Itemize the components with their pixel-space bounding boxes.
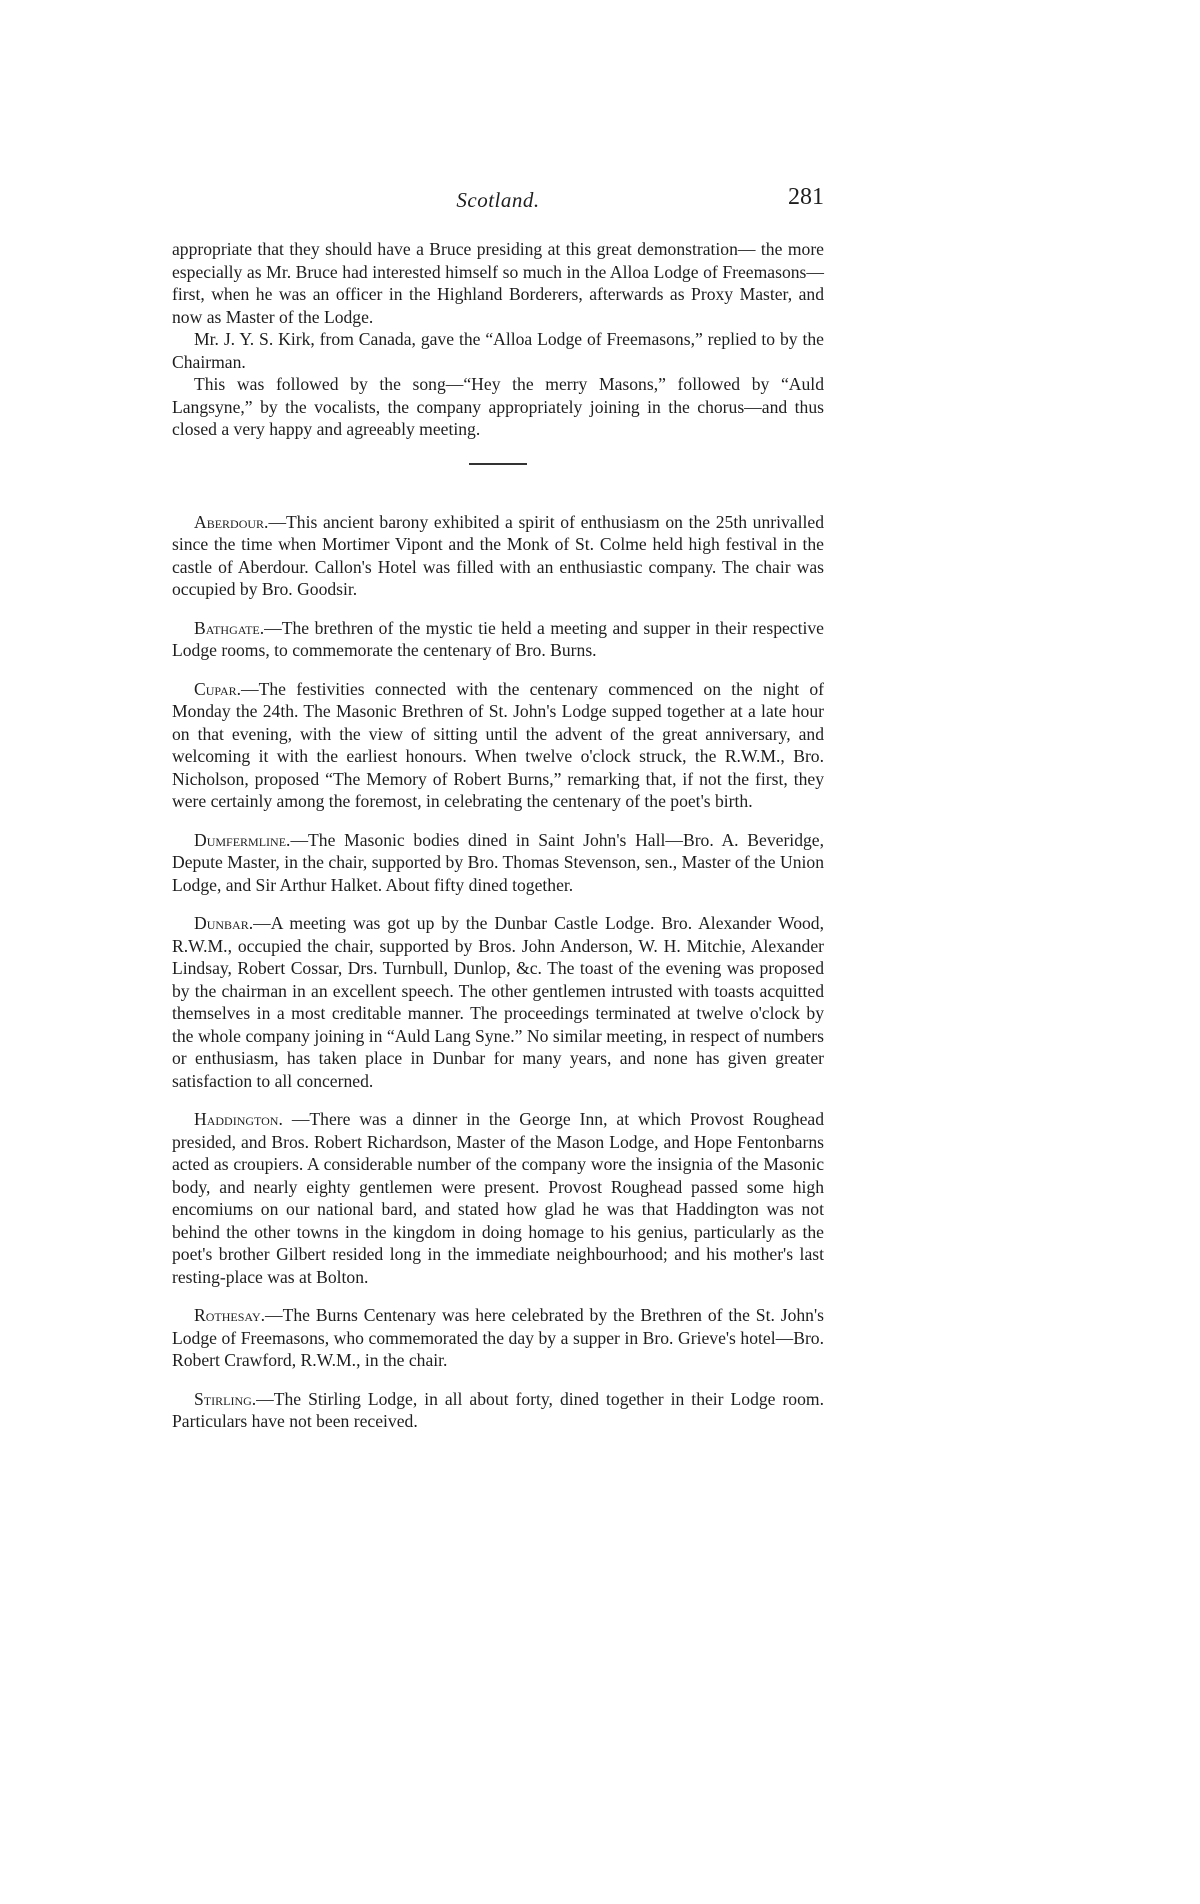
entry-text: —The festivities connected with the centenary commenced on the night of Monday the 24th. The Masonic Brethren of St. John's Lodge supped together at a late hour on that evening, with the view of sitting until the advent of the great anniversary, and welcoming it with the earliest honours. When twelve o'clock struck, the R.W.M., Bro. Nicholson, proposed “The Memory of Robert Burns,” remarking that, if not the first, they were certainly among the foremost, in celebrating the centenary of the poet's birth. [172,678,824,811]
place-name: Dunbar. [194,913,254,933]
entry-text: —The Stirling Lodge, in all about forty, dined together in their Lodge room. Particulars have not been received. [172,1388,824,1431]
section-divider [469,463,527,465]
place-name: Rothesay. [194,1305,266,1325]
entry-text: —This ancient barony exhibited a spirit of enthusiasm on the 25th unrivalled since the time when Mortimer Vipont and the Monk of St. Colme held high festival in the castle of Aberdour. Callon's Hotel was filled with an enthusiastic company. The chair was occupied by Bro. Goodsir. [172,511,824,599]
place-name: Cupar. [194,678,242,699]
entry-aberdour [172,511,824,601]
place-name: Bathgate. [194,617,265,638]
entry-text: —The Burns Centenary was here celebrated by the Brethren of the St. John's Lodge of Freemasons, who commemorated the day by a supper in Bro. Grieve's hotel—Bro. Robert Crawford, R.W.M., in the chair. [172,1305,824,1370]
entry-dunbar [172,912,824,1092]
entry-dumfermline [172,829,824,897]
entry-text: —There was a dinner in the George Inn, at which Provost Roughead presided, and Bros. Robert Richardson, Master of the Mason Lodge, and Hope Fentonbarns acted as croupiers. A considerable number of the company wore the insignia of the Masonic body, and nearly eighty gentlemen were present. Provost Roughead passed some high encomiums on our national bard, and stated how glad he was that Haddington was not behind the other towns in the kingdom in doing homage to his genius, particularly as the poet's brother Gilbert resided long in the immediate neighbourhood; and his mother's last resting-place was at Bolton. [172,1109,824,1287]
continuation-paragraph: This was followed by the song—“Hey the merry Masons,” followed by “Auld Langsyne,” by the vocalists, the company appropriately joining in the chorus—and thus closed a very happy and agreeably meeting. [172,374,824,439]
place-name: Aberdour. [194,511,269,532]
entry-haddington [172,1108,824,1288]
running-head [172,184,824,222]
entry-rothesay [172,1304,824,1372]
entry-text: —A meeting was got up by the Dunbar Castle Lodge. Bro. Alexander Wood, R.W.M., occupied the chair, supported by Bros. John Anderson, W. H. Mitchie, Alexander Lindsay, Robert Cossar, Drs. Turnbull, Dunlop, &c. The toast of the evening was proposed by the chairman in an excellent speech. The other gentlemen intrusted with toasts acquitted themselves in a most creditable manner. The proceedings terminated at twelve o'clock by the whole company joining in “Auld Lang Syne.” No similar meeting, in respect of numbers or enthusiasm, has taken place in Dunbar for many years, and none has given greater satisfaction to all concerned. [172,913,824,1091]
place-name: Dumfermline. [194,829,291,850]
entry-cupar [172,678,824,813]
entry-bathgate [172,617,824,662]
continuation-paragraph: appropriate that they should have a Bruce presiding at this great demonstration— the more especially as Mr. Bruce had interested himself so much in the Alloa Lodge of Freemasons—first, when he was an officer in the Highland Borderers, afterwards as Proxy Master, and now as Master of the Lodge. [172,239,824,327]
text-column [172,238,824,1433]
page-number: 281 [788,184,824,210]
entry-text: —The brethren of the mystic tie held a meeting and supper in their respective Lodge rooms, to commemorate the centenary of Bro. Burns. [172,617,824,660]
place-name: Stirling. [194,1388,257,1409]
entry-text: —The Masonic bodies dined in Saint John's Hall—Bro. A. Beveridge, Depute Master, in the chair, supported by Bro. Thomas Stevenson, sen., Master of the Union Lodge, and Sir Arthur Halket. About fifty dined together. [172,829,824,895]
running-title: Scotland. [456,188,540,212]
continuation-paragraph: Mr. J. Y. S. Kirk, from Canada, gave the “Alloa Lodge of Freemasons,” replied to by the Chairman. [172,329,824,372]
entry-stirling [172,1388,824,1433]
place-name: Haddington. [194,1109,283,1129]
